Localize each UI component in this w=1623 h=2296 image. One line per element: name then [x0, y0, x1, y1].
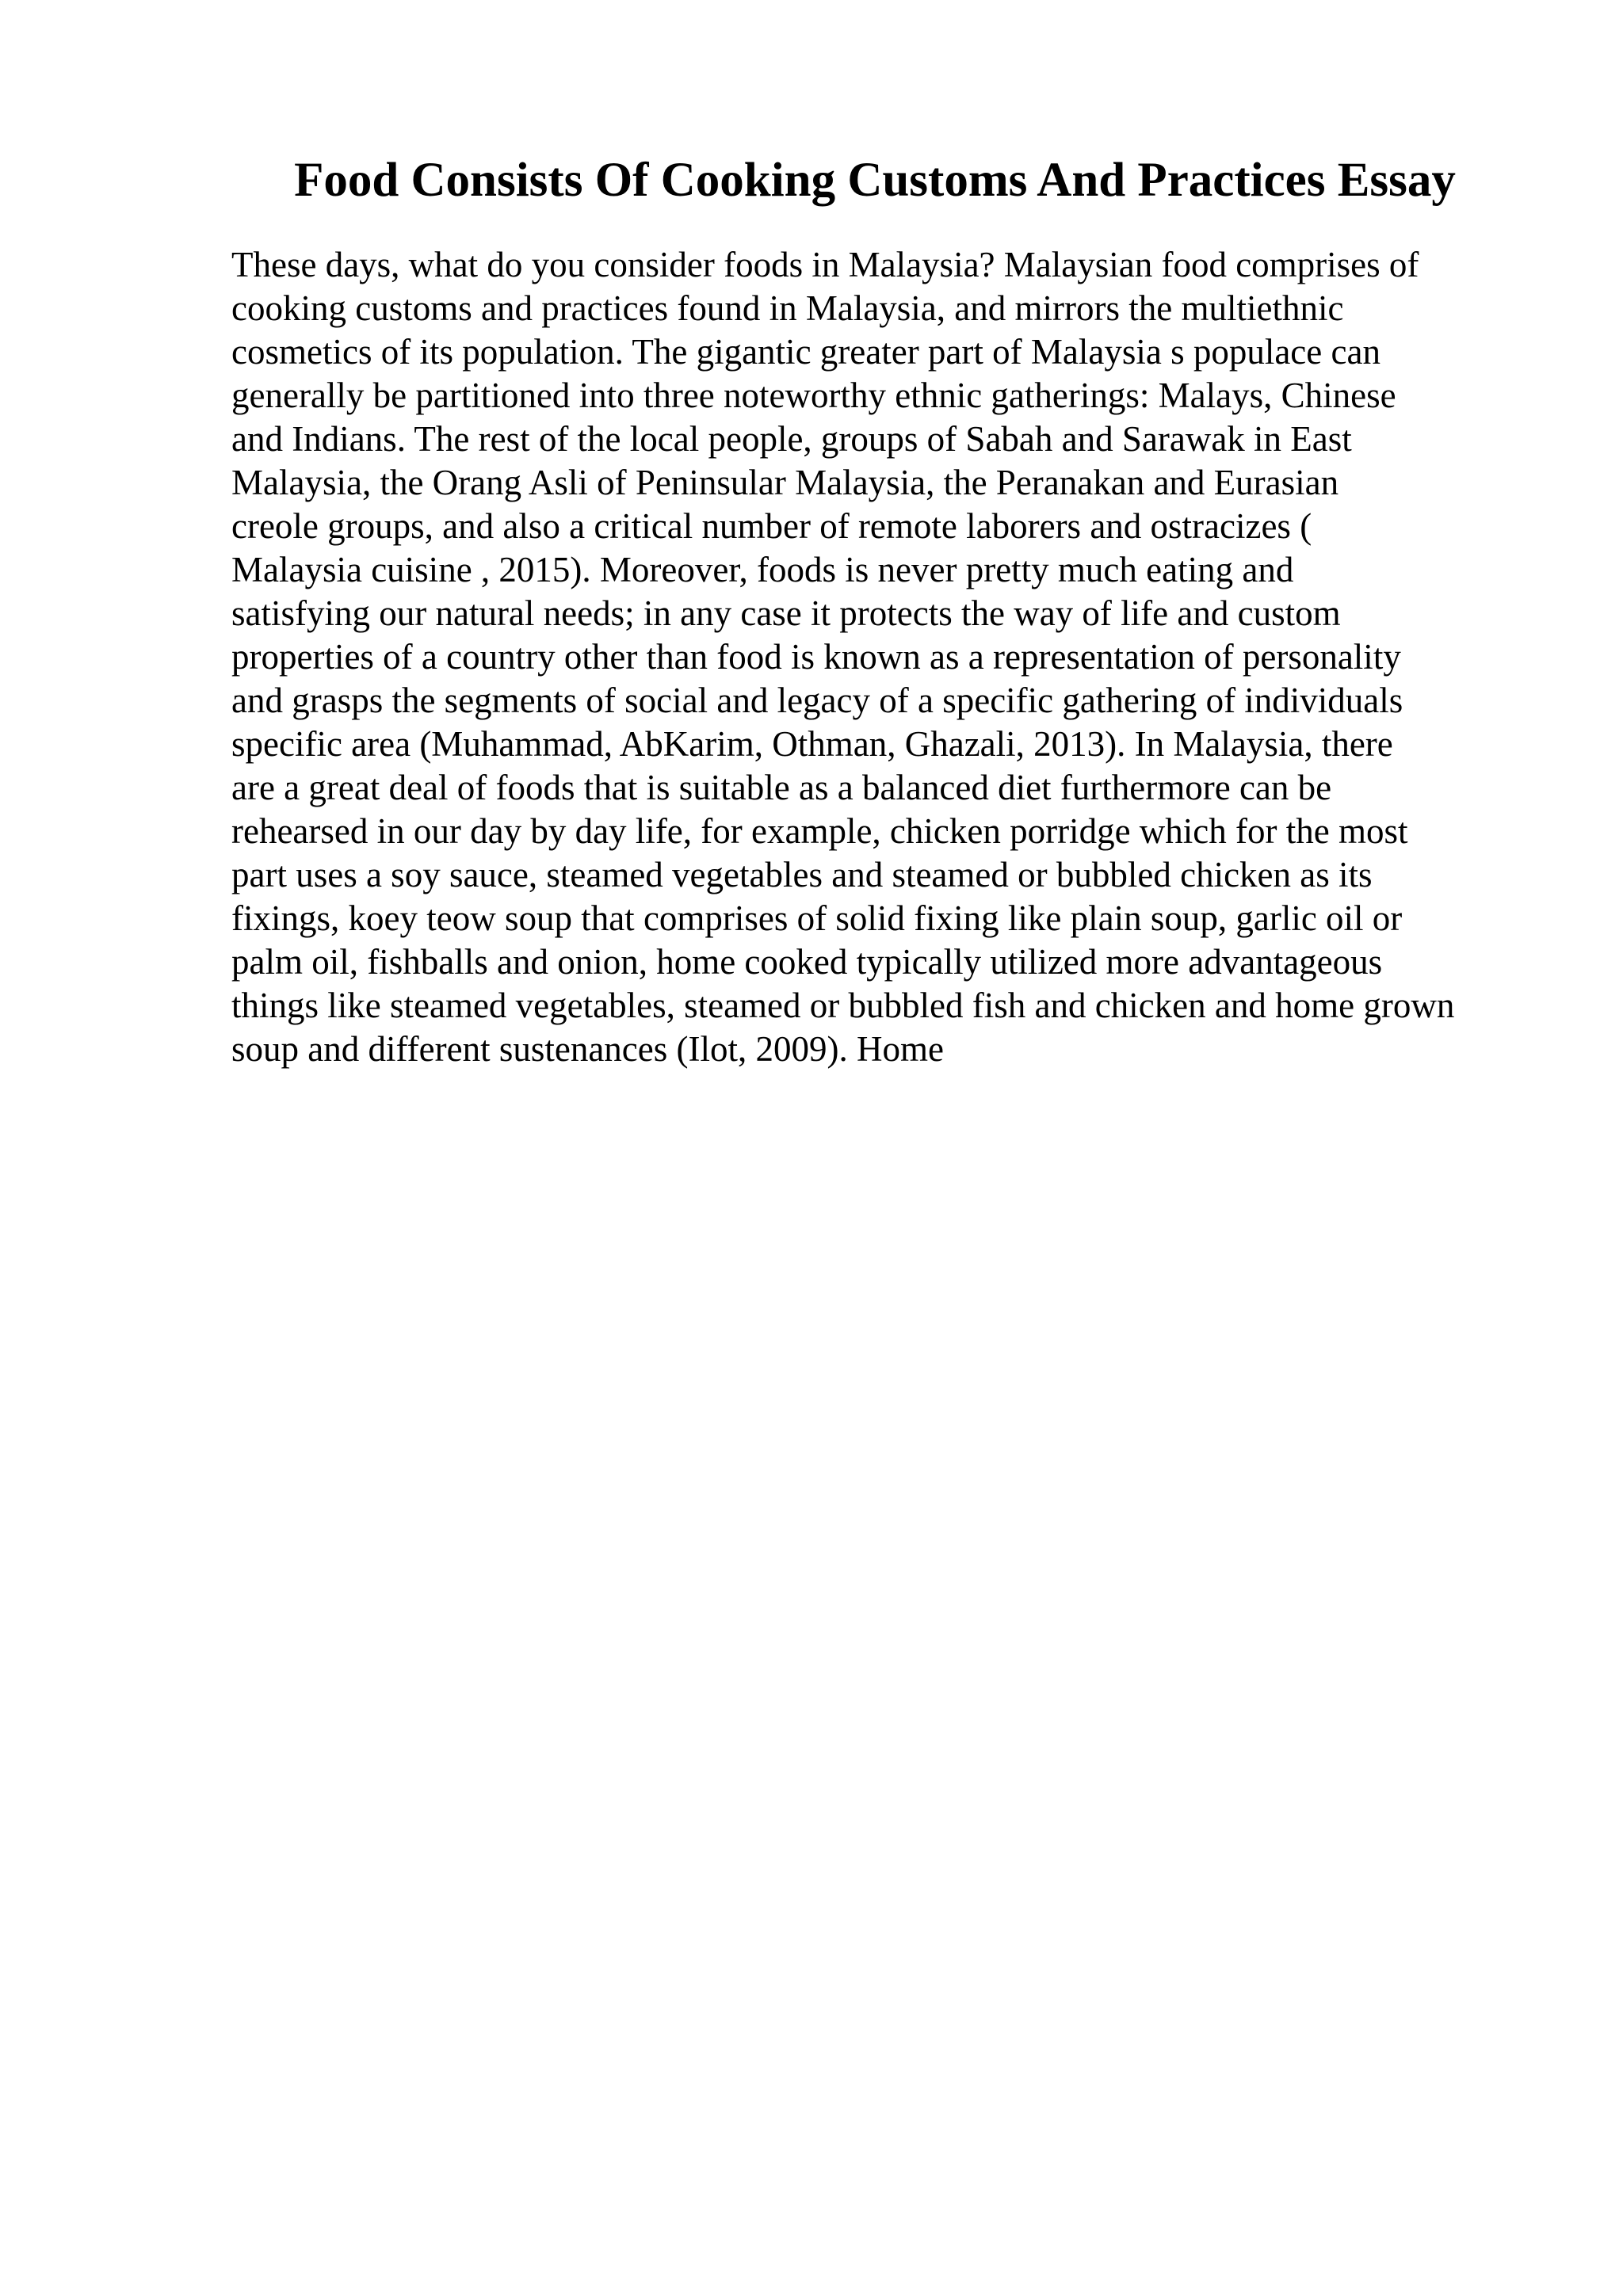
paragraph-line: palm oil, fishballs and onion, home cooked typically utilized more advantageous: [231, 942, 1383, 982]
document-title: Food Consists Of Cooking Customs And Practices Essay: [294, 154, 1456, 207]
paragraph-line: Malaysia cuisine , 2015). Moreover, foods is never pretty much eating and: [231, 550, 1294, 589]
paragraph-line: fixings, koey teow soup that comprises of solid fixing like plain soup, garlic oil or: [231, 898, 1403, 938]
paragraph-line: These days, what do you consider foods in Malaysia? Malaysian food comprises of: [231, 245, 1419, 284]
paragraph-line: soup and different sustenances (Ilot, 2009). Home: [231, 1029, 944, 1069]
essay-paragraph: [231, 243, 1579, 1071]
paragraph-line: properties of a country other than food is known as a representation of personality: [231, 637, 1401, 677]
paragraph-line: are a great deal of foods that is suitable as a balanced diet furthermore can be: [231, 768, 1332, 807]
paragraph-line: cosmetics of its population. The gigantic greater part of Malaysia s populace can: [231, 332, 1381, 372]
paragraph-line: generally be partitioned into three noteworthy ethnic gatherings: Malays, Chinese: [231, 376, 1396, 415]
paragraph-line: Malaysia, the Orang Asli of Peninsular Malaysia, the Peranakan and Eurasian: [231, 463, 1339, 502]
paragraph-line: and grasps the segments of social and legacy of a specific gathering of individuals: [231, 681, 1403, 720]
paragraph-line: creole groups, and also a critical number of remote laborers and ostracizes (: [231, 506, 1312, 546]
paragraph-line: specific area (Muhammad, AbKarim, Othman, Ghazali, 2013). In Malaysia, there: [231, 724, 1393, 764]
paragraph-line: and Indians. The rest of the local people, groups of Sabah and Sarawak in East: [231, 419, 1352, 459]
paragraph-line: part uses a soy sauce, steamed vegetables and steamed or bubbled chicken as its: [231, 855, 1373, 894]
paragraph-line: cooking customs and practices found in Malaysia, and mirrors the multiethnic: [231, 288, 1344, 328]
paragraph-line: rehearsed in our day by day life, for example, chicken porridge which for the most: [231, 811, 1408, 851]
paragraph-line: satisfying our natural needs; in any case it protects the way of life and custom: [231, 593, 1341, 633]
paragraph-line: things like steamed vegetables, steamed or bubbled fish and chicken and home grown: [231, 986, 1455, 1025]
